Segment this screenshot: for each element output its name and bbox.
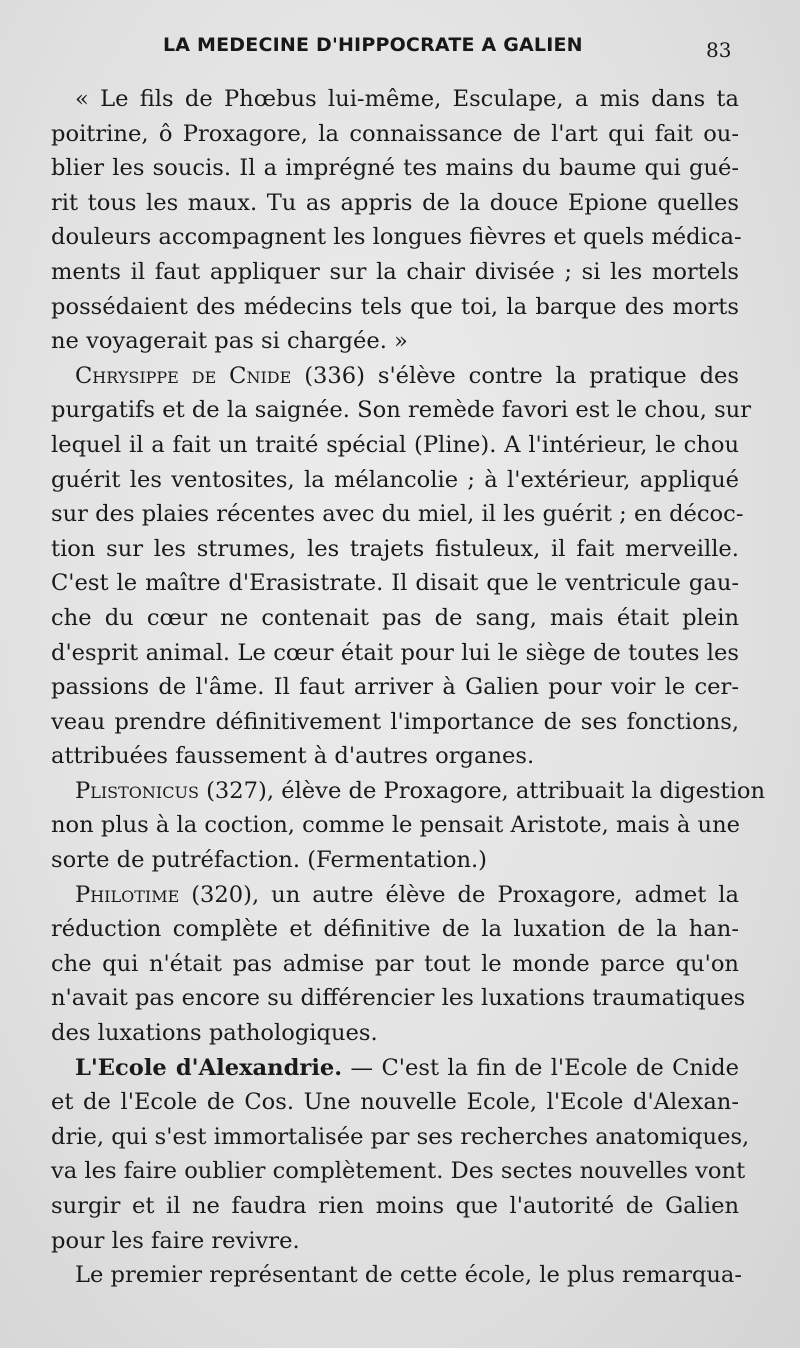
text-line: Le premier représentant de cette école, le plus remarqua- bbox=[75, 1262, 743, 1289]
text-line: drie, qui s'est immortalisée par ses recherches anatomiques, bbox=[51, 1123, 750, 1150]
text-line: surgir et il ne faudra rien moins que l'autorité de Galien bbox=[51, 1193, 739, 1219]
text-fragment: (320), un autre élève de Proxagore, admet la bbox=[179, 881, 739, 908]
text-line: C'est le maître d'Erasistrate. Il disait que le ventricule gau- bbox=[51, 570, 739, 597]
text-fragment: — C'est la fin de l'Ecole de Cnide bbox=[342, 1054, 739, 1081]
text-line bbox=[51, 774, 766, 809]
text-line bbox=[51, 359, 739, 394]
text-fragment: (336) s'élève contre la pratique des bbox=[291, 362, 739, 389]
text-line: veau prendre définitivement l'importance de ses fonctions, bbox=[51, 708, 739, 735]
text-line: réduction complète et définitive de la luxation de la han- bbox=[51, 916, 739, 943]
text-line: sur des plaies récentes avec du miel, il les guérit ; en décoc- bbox=[51, 501, 744, 528]
text-line bbox=[51, 878, 739, 913]
text-line: d'esprit animal. Le cœur était pour lui le siège de toutes les bbox=[51, 639, 739, 666]
text-line bbox=[51, 1051, 739, 1086]
paragraph-philotime bbox=[51, 878, 746, 1051]
text-line: ne voyagerait pas si chargée. » bbox=[51, 328, 408, 355]
text-line: « Le fils de Phœbus lui-même, Esculape, a mis dans ta bbox=[75, 86, 739, 112]
text-line: pour les faire revivre. bbox=[51, 1227, 300, 1254]
page-header bbox=[0, 34, 800, 64]
text-line: possédaient des médecins tels que toi, la barque des morts bbox=[51, 293, 739, 320]
paragraph-ecole-alexandrie bbox=[51, 1051, 750, 1259]
person-name: Philotime bbox=[75, 881, 180, 908]
paragraph-premier-representant bbox=[51, 1258, 743, 1293]
running-title: LA MEDECINE D'HIPPOCRATE A GALIEN bbox=[163, 34, 583, 56]
text-line: sorte de putréfaction. (Fermentation.) bbox=[51, 847, 487, 874]
text-line: blier les soucis. Il a imprégné tes mains du baume qui gué- bbox=[51, 155, 739, 182]
text-line: purgatifs et de la saignée. Son remède favori est le chou, sur bbox=[51, 397, 752, 424]
text-line: non plus à la coction, comme le pensait Aristote, mais à une bbox=[51, 812, 740, 839]
paragraph-chrysippe bbox=[51, 359, 752, 774]
text-line: tion sur les strumes, les trajets fistuleux, il fait merveille. bbox=[51, 535, 739, 562]
text-line: attribuées faussement à d'autres organes. bbox=[51, 743, 535, 770]
text-line: douleurs accompagnent les longues fièvres et quels médica- bbox=[51, 224, 742, 251]
text-line: ments il faut appliquer sur la chair divisée ; si les mortels bbox=[51, 258, 739, 285]
paragraph-quotation bbox=[51, 82, 742, 359]
page-number: 83 bbox=[706, 38, 732, 62]
text-line: lequel il a fait un traité spécial (Pline). A l'intérieur, le chou bbox=[51, 431, 739, 458]
text-line: poitrine, ô Proxagore, la connaissance de l'art qui fait ou- bbox=[51, 120, 739, 147]
text-line: et de l'Ecole de Cos. Une nouvelle Ecole, l'Ecole d'Alexan- bbox=[51, 1089, 739, 1116]
text-line: va les faire oublier complètement. Des sectes nouvelles vont bbox=[51, 1158, 746, 1185]
section-heading: L'Ecole d'Alexandrie. bbox=[75, 1054, 343, 1081]
paragraph-plistonicus bbox=[51, 774, 766, 878]
person-name: Chrysippe de Cnide bbox=[75, 362, 292, 389]
text-line: n'avait pas encore su différencier les luxations traumatiques bbox=[51, 985, 746, 1012]
text-line: rit tous les maux. Tu as appris de la douce Epione quelles bbox=[51, 189, 739, 216]
text-line: che qui n'était pas admise par tout le monde parce qu'on bbox=[51, 950, 739, 977]
text-line: che du cœur ne contenait pas de sang, mais était plein bbox=[51, 604, 739, 631]
person-name: Plistonicus bbox=[75, 777, 199, 804]
text-line: des luxations pathologiques. bbox=[51, 1020, 378, 1047]
text-line: passions de l'âme. Il faut arriver à Galien pour voir le cer- bbox=[51, 674, 739, 701]
text-fragment: (327), élève de Proxagore, attribuait la digestion bbox=[198, 777, 766, 804]
text-line: guérit les ventosites, la mélancolie ; à l'extérieur, appliqué bbox=[51, 466, 739, 493]
page-body bbox=[51, 82, 766, 1293]
